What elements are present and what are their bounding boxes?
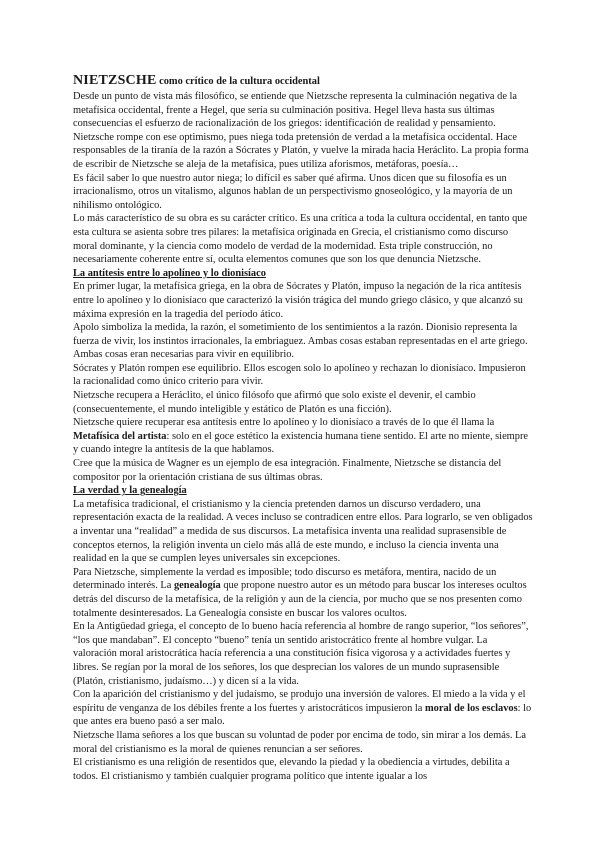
paragraph-true-discourse: La metafísica tradicional, el cristianismo y la ciencia pretenden darnos un discurso verdadero, una representación exacta de la realidad. A veces incluso se contradicen entre ellos. Para lograrlo, se ven obligados a inventar una “realidad” a medida de sus discursos. La metafísica inventa una realidad suprasensible de conceptos eternos, la religión inventa un cielo más allá de este mundo, e incluso la ciencia inventa una realidad en la que se cumplen leyes universales sin excepciones. xyxy=(73,498,533,565)
paragraph-christianity-resentment: El cristianismo es una religión de resentidos que, elevando la piedad y la obediencia a virtudes, debilita a todos. El cristianismo y también cualquier programa político que intente igualar a los xyxy=(73,757,510,782)
paragraph-heraclitus: Nietzsche recupera a Heráclito, el único filósofo que afirmó que solo existe el devenir, el cambio (consecuentemente, el mundo inteligible y estático de Platón es una ficción). xyxy=(73,390,476,415)
paragraph-affirmation: Es fácil saber lo que nuestro autor niega; lo difícil es saber qué afirma. Unos dicen que su filosofía es un irracionalismo, otros un vitalismo, algunos hablan de un perspectivismo gnoseológico, y la mayoría de un nihilismo ontológico. xyxy=(73,172,513,211)
paragraph-intro: Desde un punto de vista más filosófico, se entiende que Nietzsche representa la culminación negativa de la metafísica occidental, frente a Hegel, que sería su culminación positiva. Hegel lleva hasta sus últimas consecuencias el esfuerzo de racionalización de los griegos: identificación de realidad y pensamiento. Nietzsche rompe con ese optimismo, pues niega toda pretensión de verdad a la metafísica occidental. Hace responsables de la tiranía de la razón a Sócrates y Platón, y vuelve la mirada hacia Heráclito. La propia forma de escribir de Nietzsche se aleja de la metafísica, pues utiliza aforismos, metáforas, poesía… xyxy=(73,91,529,170)
text-run: : lo que antes era bueno pasó a ser malo. xyxy=(73,702,532,728)
paragraph-wagner: Cree que la música de Wagner es un ejemplo de esa integración. Finalmente, Nietzsche se distancia del compositor por la orientación cristiana de sus últimas obras. xyxy=(73,458,502,483)
paragraph-critical-character: Lo más característico de su obra es su carácter crítico. Es una crítica a toda la cultura occidental, en tanto que esta cultura se asienta sobre tres pilares: la metafísica originada en Grecia, el cristianismo como discurso moral dominante, y la ciencia como modelo de verdad de la modernidad. Esta triple construcción, no necesariamente coherente entre sí, oculta elementos comunes que son los que denuncia Nietzsche. xyxy=(73,213,528,266)
paragraph-masters: Nietzsche llama señores a los que buscan su voluntad de poder por encima de todo, sin mirar a los demás. La moral del cristianismo es la moral de quienes renuncian a ser señores. xyxy=(73,729,527,755)
paragraph-greek-metaphysics: En primer lugar, la metafísica griega, en la obra de Sócrates y Platón, impuso la negación de la rica antítesis entre lo apolíneo y lo dionisíaco que caracterizó la visión trágica del mundo griego clásico, y que alcanzó su máxima expresión en la tragedia del período ático. xyxy=(73,281,523,320)
paragraph-greek-good: En la Antigüedad griega, el concepto de lo bueno hacía referencia al hombre de rango superior, “los señores”, “los que mandaban”. El concepto “bueno” tenía un sentido aristocrático frente al hombre vulgar. La valoración moral aristocrática hacía referencia a una constitución física vigorosa y a actividades fuertes y libres. Se regían por la moral de los señores, los que desprecian los valores de un mundo suprasensible (Platón, cristianismo, judaísmo…) y dicen sí a la vida. xyxy=(73,621,529,687)
paragraph-genealogy xyxy=(73,566,533,620)
document-title xyxy=(73,73,533,90)
title-subtitle: como crítico de la cultura occidental xyxy=(159,76,320,87)
text-run: que propone nuestro autor es un método para buscar los intereses ocultos detrás del discurso de la metafísica, de la religión y aun de la ciencia, por mucho que se nos presenten como totalmente desinteresados. La Genealogía consiste en buscar los valores ocultos. xyxy=(73,580,527,619)
text-run: Con la aparición del cristianismo y del judaísmo, se produjo una inversión de valores. El miedo a la vida y el espíritu de venganza de los débiles frente a los fuertes y aristocráticos impusieron la xyxy=(73,689,526,714)
section-heading-truth-genealogy: La verdad y la genealogía xyxy=(73,485,187,497)
text-run: Para Nietzsche, simplemente la verdad es imposible; todo discurso es metáfora, mentira, nacido de un determinado interés. La xyxy=(73,566,497,592)
text-run: : solo en el goce estético la existencia humana tiene sentido. El arte no miente, siempre y cuando integre la antítesis de la que hablamos. xyxy=(73,430,529,456)
paragraph-slave-morality xyxy=(73,688,533,729)
paragraph-socrates-plato: Sócrates y Platón rompen ese equilibrio. Ellos escogen solo lo apolíneo y rechazan lo dionisíaco. Impusieron la racionalidad como único criterio para vivir. xyxy=(73,362,526,388)
bold-term-slave-morality: moral de los esclavos xyxy=(425,702,518,714)
paragraph-artist-metaphysics xyxy=(73,416,533,457)
title-main: NIETZSCHE xyxy=(73,73,157,88)
section-heading-apollonian-dionysian: La antítesis entre lo apolíneo y lo dionisíaco xyxy=(73,267,266,279)
text-run: Nietzsche quiere recuperar esa antítesis entre lo apolíneo y lo dionisíaco a través de lo que él llama la xyxy=(73,417,495,429)
paragraph-apollo-dionysus: Apolo simboliza la medida, la razón, el sometimiento de los sentimientos a la razón. Dionisio representa la fuerza de vivir, los instintos irracionales, la embriaguez. Ambas cosas estaban representadas en el arte griego. Ambas cosas eran necesarias para vivir en equilibrio. xyxy=(73,322,528,361)
document-page xyxy=(73,73,533,783)
bold-term-artist-metaphysics: Metafísica del artista xyxy=(73,430,167,442)
bold-term-genealogy: genealogía xyxy=(173,580,221,592)
